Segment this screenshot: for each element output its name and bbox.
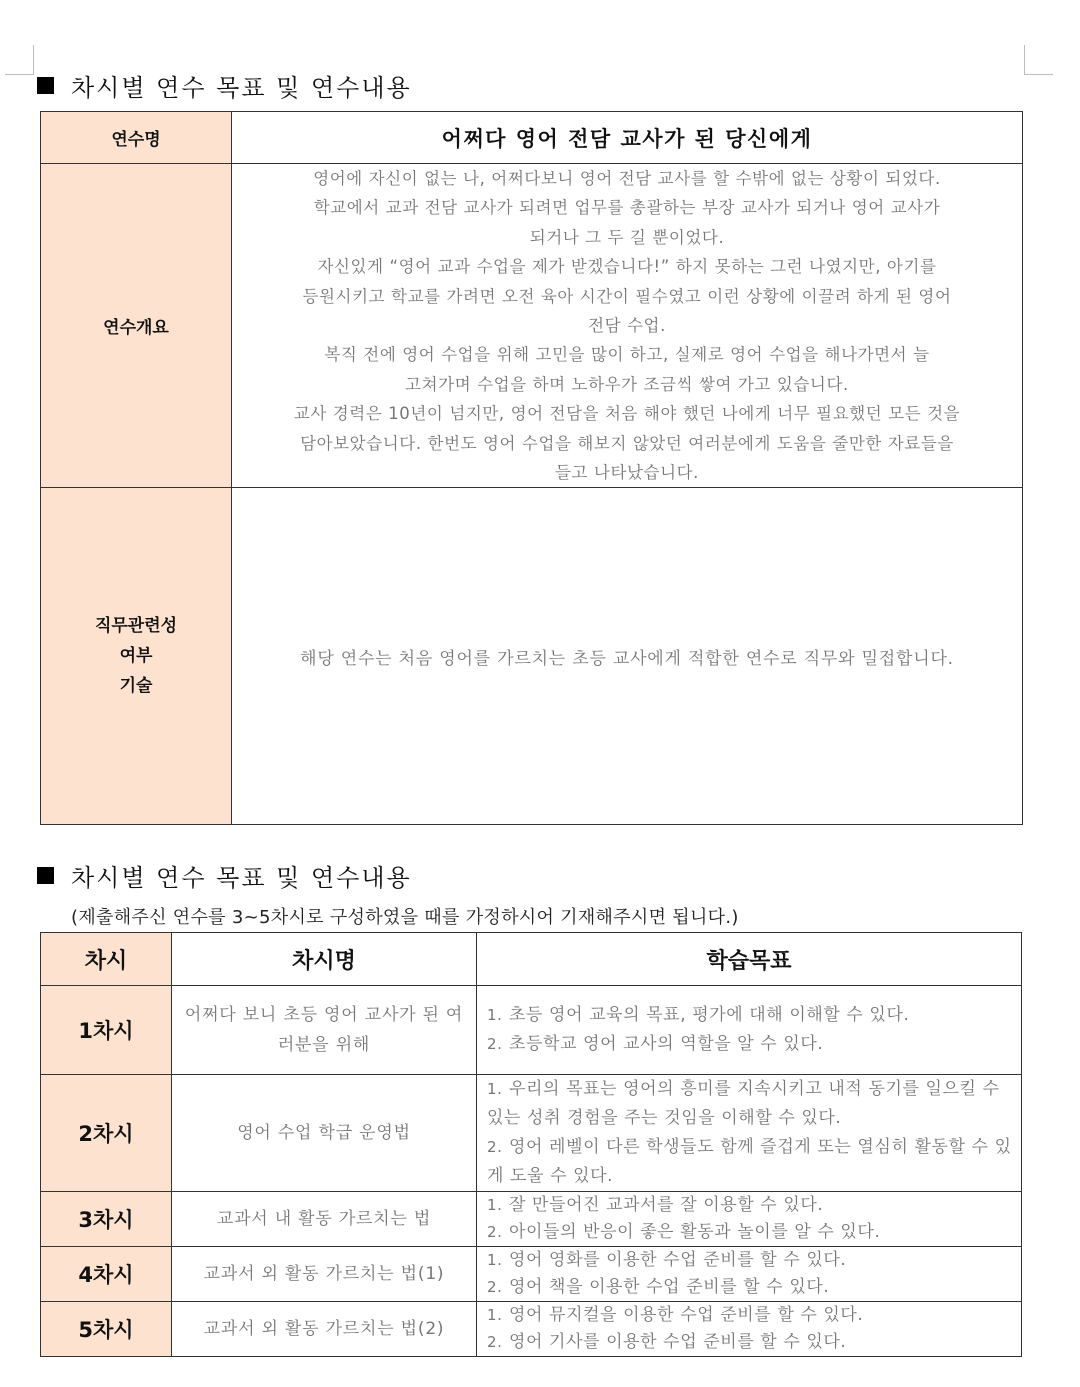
section-heading-text: 차시별 연수 목표 및 연수내용 [71,74,412,102]
goal-number: 2. [487,1035,503,1053]
session-name: 영어 수업 학급 운영법 [172,1075,477,1192]
goal-number: 1. [487,1080,503,1098]
relevance-label-line: 기술 [119,676,153,697]
overview-line: 전담 수업. [588,316,666,336]
overview-line: 교사 경력은 10년이 넘지만, 영어 전담을 처음 해야 했던 나에게 너무 필요했던 모든 것을 [293,404,961,424]
goal-number: 2. [487,1138,503,1156]
goal-text: 영어 책을 이용한 수업 준비를 할 수 있다. [509,1277,830,1297]
table-row [41,1302,1022,1357]
section-heading [37,858,412,893]
session-goals [477,1075,1022,1192]
session-name: 교과서 내 활동 가르치는 법 [172,1192,477,1247]
goal-item [487,1192,1013,1219]
session-goals [477,1302,1022,1357]
goal-text: 우리의 목표는 영어의 흥미를 지속시키고 내적 동기를 일으킬 수 있는 성취 경험을 주는 것임을 이해할 수 있다. [487,1079,1000,1128]
goal-item [487,1133,1013,1191]
session-goals [477,986,1022,1075]
goal-item [487,1075,1013,1133]
overview-line: 복직 전에 영어 수업을 위해 고민을 많이 하고, 실제로 영어 수업을 해나가면서 늘 [324,345,930,365]
relevance-row [41,488,1023,825]
goal-number: 2. [487,1278,503,1296]
session-name: 어쩌다 보니 초등 영어 교사가 된 여러분을 위해 [172,986,477,1075]
session-goals [477,1247,1022,1302]
table-row [41,1247,1022,1302]
overview-line: 고쳐가며 수업을 하며 노하우가 조금씩 쌓여 가고 있습니다. [405,374,849,394]
session-number: 3차시 [41,1192,172,1247]
goal-item [487,1001,1013,1030]
relevance-text: 해당 연수는 처음 영어를 가르치는 초등 교사에게 적합한 연수로 직무와 밀접합니다. [232,488,1023,825]
overview-line: 되거나 그 두 길 뿐이었다. [529,227,725,247]
session-number: 4차시 [41,1247,172,1302]
goal-number: 1. [487,1006,503,1024]
goal-item [487,1219,1013,1246]
session-name: 교과서 외 활동 가르치는 법(2) [172,1302,477,1357]
goal-item [487,1274,1013,1301]
session-goals [477,1192,1022,1247]
course-title: 어쩌다 영어 전담 교사가 된 당신에게 [232,112,1023,164]
session-table [40,932,1022,1357]
section-heading [37,68,412,103]
table-header-row [41,933,1022,986]
course-info-table [40,111,1023,825]
crop-mark [33,45,34,75]
goal-item [487,1302,1013,1329]
header-session-name: 차시명 [172,933,477,986]
overview-label: 연수개요 [41,164,232,488]
overview-line: 영어에 자신이 없는 나, 어쩌다보니 영어 전담 교사를 할 수밖에 없는 상황이 되었다. [313,169,941,188]
goal-text: 잘 만들어진 교과서를 잘 이용할 수 있다. [509,1195,824,1215]
square-bullet-icon [37,867,54,884]
square-bullet-icon [37,77,54,94]
goal-number: 1. [487,1251,503,1269]
overview-line: 담아보았습니다. 한번도 영어 수업을 해보지 않았던 여러분에게 도움을 줄만한 자료들을 [300,433,954,453]
goal-text: 영어 레벨이 다른 학생들도 함께 즐겁게 또는 열심히 활동할 수 있게 도울 수 있다. [487,1137,1012,1186]
goal-number: 2. [487,1333,503,1351]
course-name-row [41,112,1023,164]
overview-row [41,164,1023,488]
table-row [41,986,1022,1075]
header-session: 차시 [41,933,172,986]
session-number: 2차시 [41,1075,172,1192]
session-number: 1차시 [41,986,172,1075]
relevance-label-line: 직무관련성 [94,616,178,637]
table-row [41,1075,1022,1192]
overview-line: 들고 나타났습니다. [554,463,699,483]
course-name-label: 연수명 [41,112,232,164]
overview-text [232,164,1023,488]
goal-number: 1. [487,1196,503,1214]
crop-mark [5,74,34,75]
goal-number: 1. [487,1306,503,1324]
overview-line: 등원시키고 학교를 가려면 오전 육아 시간이 필수였고 이런 상황에 이끌려 하게 된 영어 [302,286,952,306]
crop-mark [1024,45,1025,75]
relevance-label-line: 여부 [119,646,153,667]
overview-line: 자신있게 “영어 교과 수업을 제가 받겠습니다!” 하지 못하는 그런 나였지만, 아기를 [317,257,937,277]
goal-text: 영어 영화를 이용한 수업 준비를 할 수 있다. [509,1250,847,1270]
goal-text: 아이들의 반응이 좋은 활동과 놀이를 알 수 있다. [509,1222,881,1242]
goal-number: 2. [487,1223,503,1241]
goal-text: 초등 영어 교육의 목표, 평가에 대해 이해할 수 있다. [509,1005,910,1025]
goal-item [487,1247,1013,1274]
goal-text: 영어 뮤지컬을 이용한 수업 준비를 할 수 있다. [509,1305,864,1325]
crop-mark [1024,74,1053,75]
overview-line: 학교에서 교과 전담 교사가 되려면 업무를 총괄하는 부장 교사가 되거나 영어 교사가 [313,198,941,218]
section-heading-text: 차시별 연수 목표 및 연수내용 [71,864,412,892]
session-number: 5차시 [41,1302,172,1357]
goal-item [487,1329,1013,1356]
session-name: 교과서 외 활동 가르치는 법(1) [172,1247,477,1302]
goal-text: 영어 기사를 이용한 수업 준비를 할 수 있다. [509,1332,847,1352]
goal-text: 초등학교 영어 교사의 역할을 알 수 있다. [509,1034,824,1054]
instruction-note: (제출해주신 연수를 3~5차시로 구성하였을 때를 가정하시어 기재해주시면 됩니다.) [71,907,739,928]
table-row [41,1192,1022,1247]
goal-item [487,1030,1013,1059]
header-learning-goals: 학습목표 [477,933,1022,986]
relevance-label [41,488,232,825]
